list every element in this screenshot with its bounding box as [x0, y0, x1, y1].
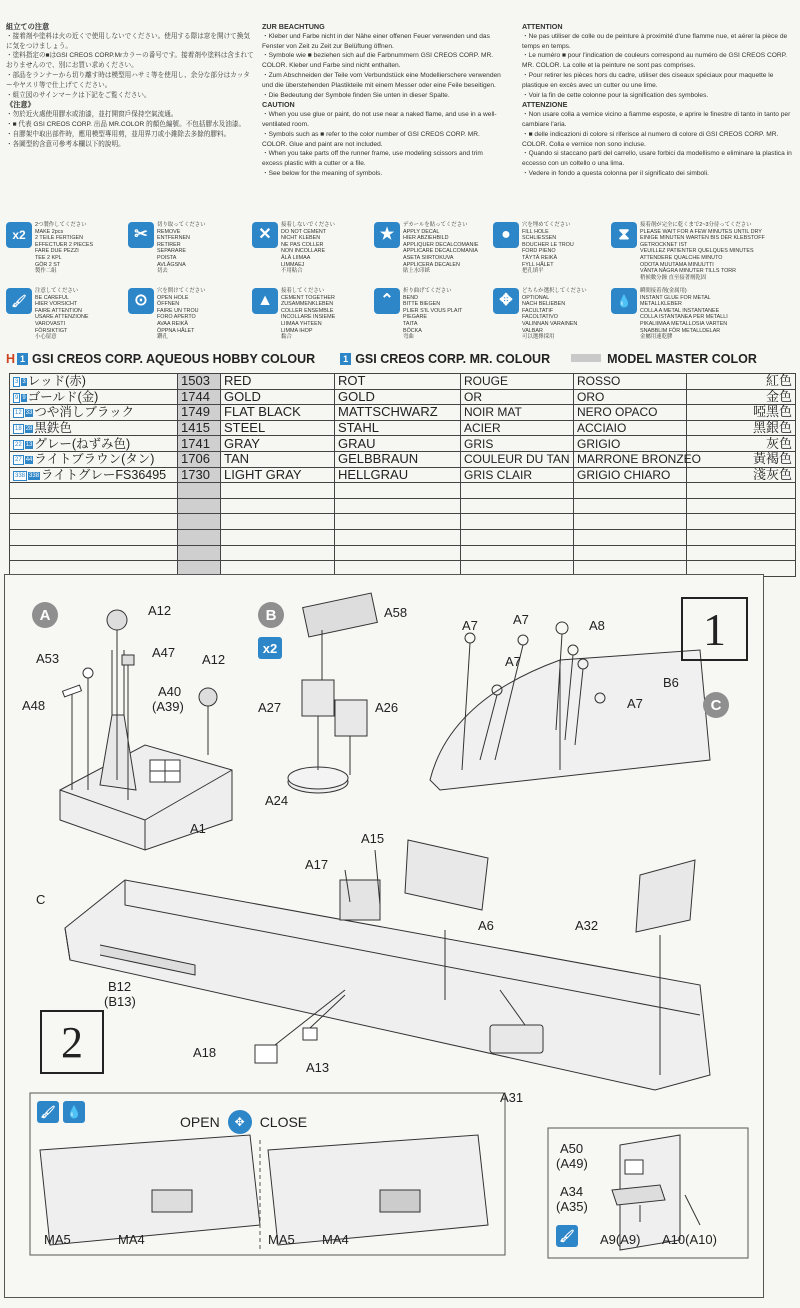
step-2-number: 2: [40, 1010, 104, 1074]
colour-name-cn: 啞黑色: [687, 405, 796, 421]
colour-name-de: GOLD: [335, 389, 461, 405]
notes-en-item: ・ When you take parts off the runner frame, use modeling scissors and trim excess plastic with a cutter or a file.: [262, 149, 502, 169]
mr-colour-code: 9: [22, 394, 26, 401]
step-1-number: 1: [681, 597, 748, 661]
colour-name-it: GRIGIO: [574, 436, 687, 452]
part-label: (A39): [152, 699, 184, 714]
aqueous-code: 338: [15, 472, 26, 479]
notes-de-item: ・ Zum Abschneiden der Teile vom Verbundstück eine Modellierschere verwenden und die überstehenden Plastikteile mit einem Messer oder eine Feile beseitigen.: [262, 71, 502, 91]
model-master-number: 1503: [178, 374, 221, 390]
mr-colour-tag: 1: [340, 353, 351, 365]
colour-name-en: LIGHT GRAY: [221, 467, 335, 483]
aqueous-code: 27: [15, 457, 22, 464]
sub-assembly-c-marker: C: [703, 692, 729, 718]
notes-en-item: ・ Symbols such as ■ refer to the color number of GSI CREOS CORP. MR. COLOR. Glue and paint are not included.: [262, 130, 502, 150]
inset-part-label: MA5: [268, 1232, 295, 1247]
colour-name-de: HELLGRAU: [335, 467, 461, 483]
detail-part-label: A50: [560, 1141, 584, 1156]
aqueous-num: 1: [17, 353, 28, 365]
colour-name-jp: グレー(ねずみ色): [34, 436, 131, 451]
notes-it-title: ATTENZIONE: [522, 100, 568, 110]
aqueous-code: 3: [15, 379, 19, 386]
colour-name-de: MATTSCHWARZ: [335, 405, 461, 421]
mr-colour-label: GSI CREOS CORP. MR. COLOUR: [355, 352, 551, 366]
part-label: A58: [384, 605, 408, 620]
colour-name-en: FLAT BLACK: [221, 405, 335, 421]
apply-decal-icon: ★: [374, 222, 400, 248]
part-label: A7: [627, 696, 643, 711]
part-label: A13: [306, 1060, 330, 1075]
open-close-drawings: [40, 1135, 488, 1245]
sub-assembly-a-marker: A: [32, 602, 58, 628]
colour-name-de: GRAU: [335, 436, 461, 452]
aqueous-tag: H: [6, 352, 16, 366]
aqueous-code: 9: [15, 394, 19, 401]
model-master-number: 1415: [178, 420, 221, 436]
symbol-text: どちらか選択してください OPTIONAL NACH BELIEBEN FACULTATIF FACOLTATIVO VALINNAN VARAINEN VALBAR 可以選擇採用: [522, 288, 587, 341]
part-label: B12: [108, 979, 132, 994]
detail-part-label: (A49): [556, 1156, 588, 1171]
mr-colour-code: 3: [22, 379, 26, 386]
colour-name-en: GOLD: [221, 389, 335, 405]
aqueous-code: 18: [15, 426, 22, 433]
optional-icon: ✥: [228, 1110, 252, 1134]
symbol-text: 注意してください BE CAREFUL HIER VORSICHT FAIRE ATTENTION USARE ATTENZIONE VAROVASTI FÖRSIKTIGT 小心留意: [35, 288, 89, 341]
notes-cn-item: ・ 各圖型的含意可參考本欄以下的說明。: [6, 140, 254, 150]
notes-fr-item: ・ Voir la fin de cette colonne pour la signification des symboles.: [522, 91, 794, 101]
symbol-text: デカールを貼ってください APPLY DECAL HIER ABZIEHBILD APPLIQUER DECALCOMANIE APPLICARE DECALCOMANIA ASETA SIIRTOKUVA APPLICERA DECALEN 貼上水印紙: [403, 222, 479, 275]
colour-name-jp: 黒鉄色: [34, 421, 72, 436]
close-label: CLOSE: [259, 1114, 308, 1130]
notes-it-item: ・ Non usare colla a vernice vicino a fiamme esposte, e aprire le finestre di tanto in tanto per cambiare l'aria.: [522, 110, 794, 130]
model-master-number: 1741: [178, 436, 221, 452]
part-label: A12: [202, 652, 226, 667]
colour-name-jp: ライトグレーFS36495: [41, 467, 167, 482]
model-master-number: 1749: [178, 405, 221, 421]
aqueous-label: GSI CREOS CORP. AQUEOUS HOBBY COLOUR: [32, 352, 316, 366]
notes-de-title: ZUR BEACHTUNG: [262, 22, 325, 31]
part-label: A15: [361, 831, 385, 846]
colour-name-en: GRAY: [221, 436, 335, 452]
make-two-icon: x2: [6, 222, 32, 248]
notes-it-item: ・ ■ delle indicazioni di colore si riferisce al numero di colore di GSI CREOS CORP. MR. COLOR. Colla e vernice non sono incluse.: [522, 130, 794, 150]
notes-jp-title: 組立ての注意: [6, 22, 50, 31]
notes-en-title: CAUTION: [262, 100, 295, 110]
fill-hole-icon: ●: [493, 222, 519, 248]
symbol-text: 瞬間接着剤(金属用) INSTANT GLUE FOR METAL METALLKLEBER COLLA A METAL INSTANTANEE COLLA ISTANTANEA PER METALLI PIKALIIMAA METALLOSIA VARTEN SNABBLIM FÖR METALLDELAR 金屬用速乾膠: [640, 288, 728, 341]
detail-part-label: A9(A9): [600, 1232, 641, 1247]
aqueous-code: 12: [15, 410, 22, 417]
symbol-text: 穴を開けてください OPEN HOLE ÖFFNEN FAIRE UN TROU FORO APERTO AVAA REIKÄ ÖPPNA HÅLET 鑽孔: [157, 288, 206, 341]
part-label: A32: [575, 918, 599, 933]
symbol-text: 接着しないでください DO NOT CEMENT NICHT KLEBEN NE PAS COLLER NON INCOLLARE ÄLÄ LIIMAA LIMMAEJ 不用粘合: [281, 222, 335, 275]
detail-part-label: A34: [560, 1184, 584, 1199]
symbol-text: 接着してください CEMENT TOGETHER ZUSAMMENKLEBEN COLLER ENSEMBLE INCOLLARE INSIEME LIIMAA YHTEEN LIMMA IHOP 黏合: [281, 288, 336, 341]
notes-it-item: ・ Quando si staccano parti del carrello, usare forbici da modellismo e eliminare la plastica in eccesso con un coltello o una lima.: [522, 149, 794, 169]
colour-name-cn: 黑銀色: [687, 420, 796, 436]
sub-assembly-b: [288, 593, 377, 793]
part-label: A7: [513, 612, 529, 627]
model-master-number: 1706: [178, 451, 221, 467]
hull-step-2: [65, 840, 710, 1090]
notes-de-item: ・ Kleber und Farbe nicht in der Nähe einer offenen Feuer verwenden und das Fenster von Zeit zu Zeit zur Belüftung öffnen.: [262, 32, 502, 52]
part-label: C: [36, 892, 46, 907]
part-label: A18: [193, 1045, 217, 1060]
part-label: A6: [478, 918, 494, 933]
colour-name-de: ROT: [335, 374, 461, 390]
colour-name-it: GRIGIO CHIARO: [574, 467, 687, 483]
colour-name-cn: 紅色: [687, 374, 796, 390]
colour-name-fr: COULEUR DU TAN: [461, 451, 574, 467]
part-label: A7: [505, 654, 521, 669]
optional-icon: ✥: [493, 288, 519, 314]
model-master-label: MODEL MASTER COLOR: [607, 352, 757, 366]
open-hole-icon: ⊙: [128, 288, 154, 314]
notes-jp-item: ・ 接着剤や塗料は火の近くで使用しないでください。使用する際は窓を開けて換気に気をつけましょう。: [6, 32, 254, 52]
part-label: A8: [589, 618, 605, 633]
colour-name-de: GELBBRAUN: [335, 451, 461, 467]
sub-assembly-c-deck: [430, 622, 710, 790]
part-label: (B13): [104, 994, 136, 1009]
open-label: OPEN: [180, 1114, 220, 1130]
mr-colour-code: 44: [25, 457, 33, 464]
notes-fr-item: ・ Pour retirer les pièces hors du cadre, utiliser des ciseaux spéciaux pour maquette le plastique en excès avec un cutter ou une lime.: [522, 71, 794, 91]
instant-glue-wait-icon: ⧗: [611, 222, 637, 248]
colour-name-jp: レッド(赤): [27, 374, 86, 389]
notes-jp-item: ・ 塗料指定の■はGSI CREOS CORP.Mrカラーの番号です。接着剤や塗料は含まれておりませんので、別にお買い求めください。: [6, 51, 254, 71]
symbol-text: 折り曲げてください BEND BITTE BIEGEN PLIER S'IL VOUS PLAIT PIEGARE TAITA BÖCKA 弯曲: [403, 288, 463, 341]
part-label: A24: [265, 793, 289, 808]
mr-colour-code: 33: [25, 410, 33, 417]
colour-name-cn: 淺灰色: [687, 467, 796, 483]
colour-name-it: MARRONE BRONZEO: [574, 451, 687, 467]
do-not-cement-icon: ✕: [252, 222, 278, 248]
colour-name-jp: ライトブラウン(タン): [34, 452, 155, 467]
notes-fr-item: ・ Ne pas utiliser de colle ou de peinture à proximité d'une flamme nue, et aérer la pièce de temps en temps.: [522, 32, 794, 52]
notes-it-item: ・ Vedere in fondo a questa colonna per il significato dei simboli.: [522, 169, 794, 179]
colour-name-cn: 金色: [687, 389, 796, 405]
detail-part-label: A10(A10): [662, 1232, 717, 1247]
colour-name-en: TAN: [221, 451, 335, 467]
colour-name-it: ORO: [574, 389, 687, 405]
make-two-badge: x2: [258, 637, 282, 659]
be-careful-icon: 🖌: [37, 1101, 59, 1123]
symbol-text: 接着剤が完全に乾くまで2~3分待ってください PLEASE WAIT FOR A FEW MINUTES UNTIL DRY EINIGE MINUTEN WARTEN BIS DER KLEBSTOFF GETROCKNET IST VEUILLEZ PATIENTER QUELQUES MINUTES ATTENDERE QUALCHE MINUTO ODOTA MUUTAMA MINUUTTI VÄNTA NÅGRA MINUTER TILLS TORR 稍候數分鐘 直至接著劑乾固: [640, 222, 765, 281]
colour-name-cn: 灰色: [687, 436, 796, 452]
notes-cn-title: 《注意》: [6, 100, 35, 110]
be-careful-icon: 🖌: [556, 1225, 578, 1247]
part-label: A47: [152, 645, 176, 660]
symbol-text: 切り取ってください REMOVE ENTFERNEN RETIRER SEPARARE POISTA AVLÄGSNA 切去: [157, 222, 206, 275]
symbol-text: 穴を埋めてください FILL HOLE SCHLIESSEN BOUCHER LE TROU FORD PIENO TÄYTÄ REIKÄ FYLL HÅLET 把孔填平: [522, 222, 574, 275]
sub-assembly-b-marker: B: [258, 602, 284, 628]
part-label: A7: [462, 618, 478, 633]
notes-en-item: ・ When you use glue or paint, do not use near a naked flame, and use in a well-ventilated room.: [262, 110, 502, 130]
notes-cn-item: ・ 勿於近火處使用膠水或油漆，並打開窗戶保持空氣流通。: [6, 110, 254, 120]
cement-together-icon: ▲: [252, 288, 278, 314]
remove-icon: ✂: [128, 222, 154, 248]
instant-glue-icon: 💧: [63, 1101, 85, 1123]
colour-name-fr: ACIER: [461, 420, 574, 436]
notes-de-item: ・ Symbole wie ■ beziehen sich auf die Farbnummern GSI CREOS CORP. MR. COLOR. Kleber und Farbe sind nicht enthalten.: [262, 51, 502, 71]
colour-name-fr: GRIS CLAIR: [461, 467, 574, 483]
instant-glue-icon: 💧: [611, 288, 637, 314]
colour-name-it: ACCIAIO: [574, 420, 687, 436]
bend-icon: ⌃: [374, 288, 400, 314]
detail-part-label: (A35): [556, 1199, 588, 1214]
be-careful-icon: 🖌: [6, 288, 32, 314]
notes-en-item: ・ See below for the meaning of symbols.: [262, 169, 502, 179]
part-label: A26: [375, 700, 399, 715]
part-label: A1: [190, 821, 206, 836]
model-master-number: 1744: [178, 389, 221, 405]
notes-cn-item: ・ ■ 代表 GSI CREOS CORP. 出品 MR.COLOR 的顏色編號。不包括膠水及油漆。: [6, 120, 254, 130]
colour-name-jp: ゴールド(金): [27, 389, 99, 404]
part-label: A27: [258, 700, 282, 715]
aqueous-code: 22: [15, 441, 22, 448]
colour-name-fr: GRIS: [461, 436, 574, 452]
colour-name-jp: つや消しブラック: [34, 405, 135, 420]
mr-colour-code: 338: [29, 472, 40, 479]
mr-colour-code: 13: [25, 441, 33, 448]
colour-name-en: RED: [221, 374, 335, 390]
colour-name-en: STEEL: [221, 420, 335, 436]
colour-name-cn: 黃褐色: [687, 451, 796, 467]
part-label: A40: [158, 684, 182, 699]
part-label: A53: [36, 651, 60, 666]
inset-part-label: MA5: [44, 1232, 71, 1247]
notes-fr-item: ・ Le numéro ■ pour l'indication de couleurs correspond au numéro de GSI CREOS CORP. MR. COLOR. La colle et la peinture ne sont pas comprises.: [522, 51, 794, 71]
notes-jp-item: ・ 組立図のサインマークは下記をご覧ください。: [6, 91, 254, 101]
inset-part-label: MA4: [322, 1232, 349, 1247]
notes-fr-title: ATTENTION: [522, 22, 563, 31]
colour-name-fr: NOIR MAT: [461, 405, 574, 421]
part-label: B6: [663, 675, 679, 690]
colour-name-it: NERO OPACO: [574, 405, 687, 421]
mr-colour-code: 28: [25, 426, 33, 433]
notes-jp-item: ・ 部品をランナーから切り離す時は模型用ハサミ等を使用し、余分な部分はカッターやヤスリ等で仕上げてください。: [6, 71, 254, 91]
colour-name-fr: OR: [461, 389, 574, 405]
model-master-number: 1730: [178, 467, 221, 483]
inset-part-label: MA4: [118, 1232, 145, 1247]
colour-name-de: STAHL: [335, 420, 461, 436]
part-label: A12: [148, 603, 172, 618]
part-label: A17: [305, 857, 329, 872]
colour-name-it: ROSSO: [574, 374, 687, 390]
open-close-legend: [180, 1110, 307, 1134]
part-label: A48: [22, 698, 46, 713]
notes-de-item: ・ Die Bedeutung der Symbole finden Sie unten in dieser Spalte.: [262, 91, 502, 101]
colour-name-fr: ROUGE: [461, 374, 574, 390]
symbol-text: 2つ製作してください MAKE 2pcs 2 TEILE FERTIGEN EFFECTUER 2 PIECES FARE DUE PEZZI TEE 2 KPL GÖR 2 ST 製作二組: [35, 222, 94, 275]
notes-cn-item: ・ 自膠架中取出部件時，應用模型專用剪，並用界刀或小錐除去多餘的膠料。: [6, 130, 254, 140]
mast-assembly-a: [60, 610, 232, 850]
part-label: A31: [500, 1090, 524, 1105]
